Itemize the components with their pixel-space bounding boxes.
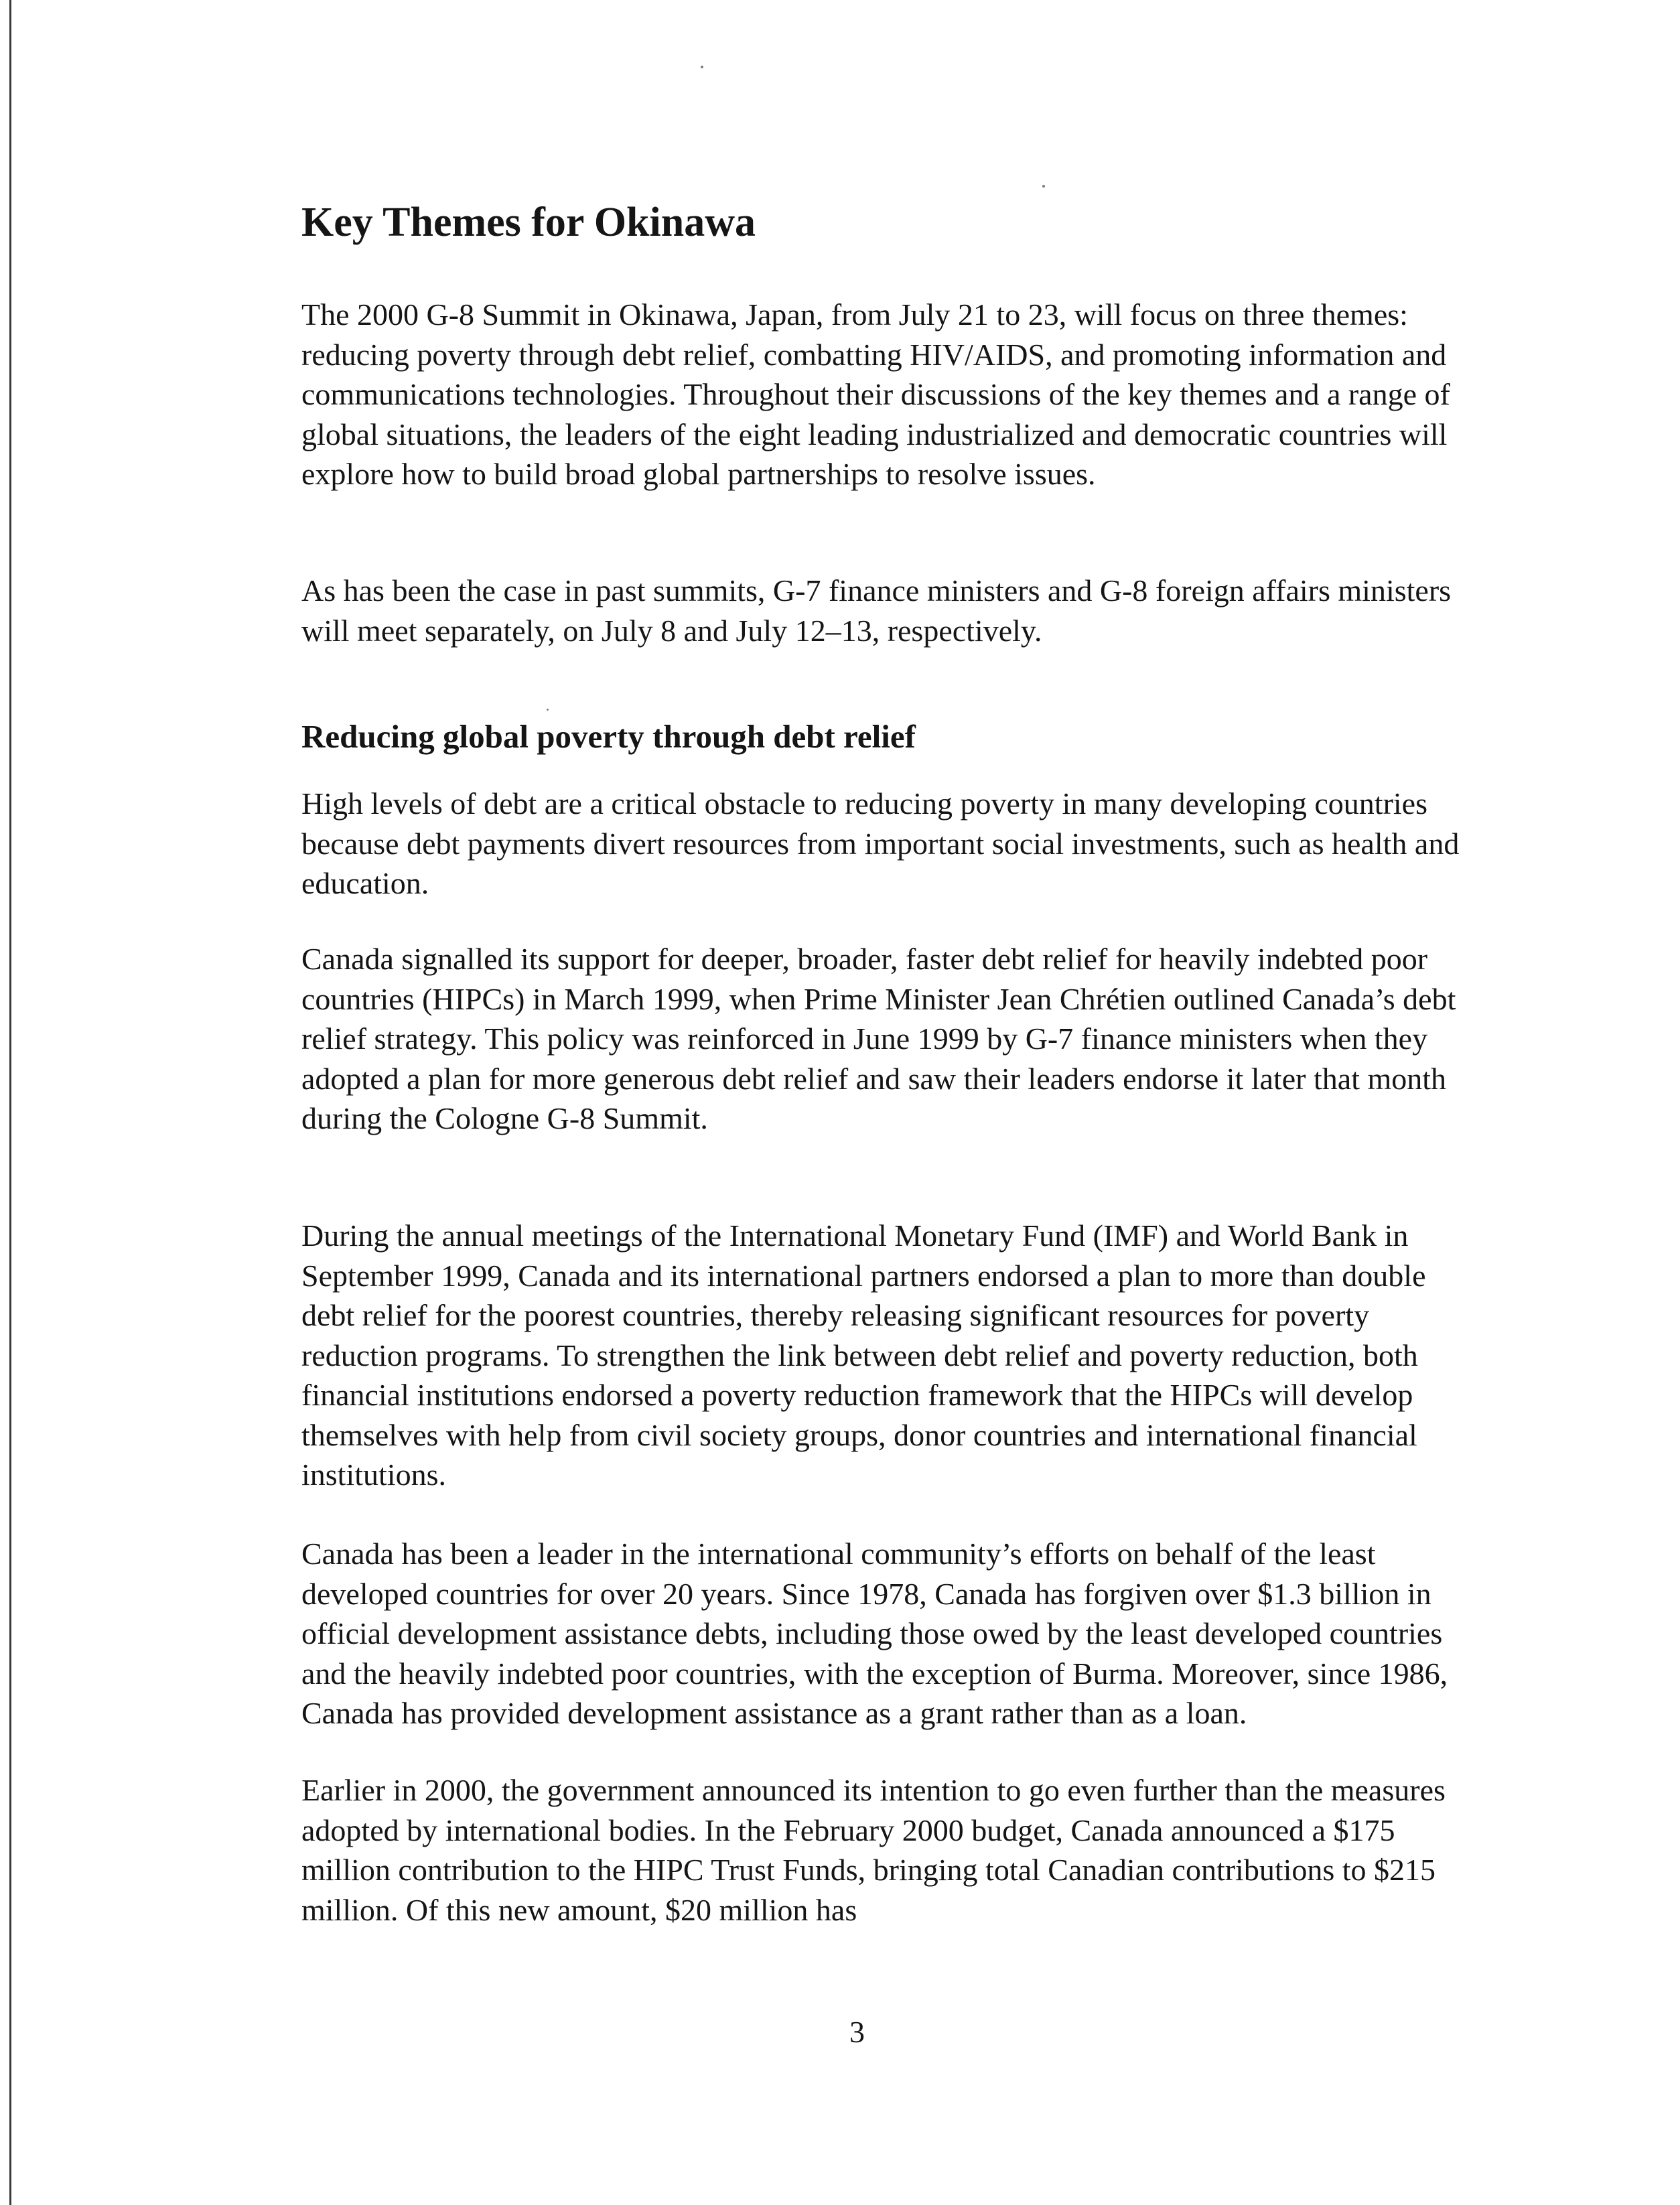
scan-edge-line [9,0,11,2205]
section-paragraph: Canada signalled its support for deeper, broader, faster debt relief for heavily indebted poor countries (HIPCs) in March 1999, when Prime Minister Jean Chrétien outlined Canada’s debt relief strategy. This policy was reinforced in June 1999 by G-7 finance ministers when they adopted a plan for more generous debt relief and saw their leaders endorse it later that month during the Cologne G-8 Summit. [301,942,1456,1135]
section-paragraph: Canada has been a leader in the international community’s efforts on behalf of the least developed countries for over 20 years. Since 1978, Canada has forgiven over $1.3 billion in official development assistance debts, including those owed by the least developed countries and the heavily indebted poor countries, with the exception of Burma. Moreover, since 1986, Canada has provided development assistance as a grant rather than as a loan. [301,1537,1448,1730]
scan-speck [1042,185,1045,188]
section-paragraph: During the annual meetings of the International Monetary Fund (IMF) and World Bank in September 1999, Canada and its international partners endorsed a plan to more than double debt relief for the poorest countries, thereby releasing significant resources for poverty reduction programs. To strengthen the link between debt relief and poverty reduction, both financial institutions endorsed a poverty reduction framework that the HIPCs will develop themselves with help from civil society groups, donor countries and international financial institutions. [301,1218,1426,1492]
scan-speck [547,709,549,711]
intro-paragraph: As has been the case in past summits, G-7 finance ministers and G-8 foreign affairs ministers will meet separately, on July 8 and July 12–13, respectively. [301,573,1452,648]
intro-paragraph: The 2000 G-8 Summit in Okinawa, Japan, from July 21 to 23, will focus on three themes: reducing poverty through debt relief, combatting HIV/AIDS, and promoting information and communications technologies. Throughout their discussions of the key themes and a range of global situations, the leaders of the eight leading industrialized and democratic countries will explore how to build broad global partnerships to resolve issues. [301,297,1450,491]
section-paragraph: Earlier in 2000, the government announced its intention to go even further than the measures adopted by international bodies. In the February 2000 budget, Canada announced a $175 million contribution to the HIPC Trust Funds, bringing total Canadian contributions to $215 million. Of this new amount, $20 million has [301,1773,1446,1927]
page-title: Key Themes for Okinawa [301,200,756,245]
page-number: 3 [849,2015,865,2049]
section-paragraph: High levels of debt are a critical obstacle to reducing poverty in many developing countries because debt payments divert resources from important social investments, such as health and education. [301,786,1460,900]
section-heading: Reducing global poverty through debt relief [301,718,916,755]
scan-speck [701,66,703,68]
